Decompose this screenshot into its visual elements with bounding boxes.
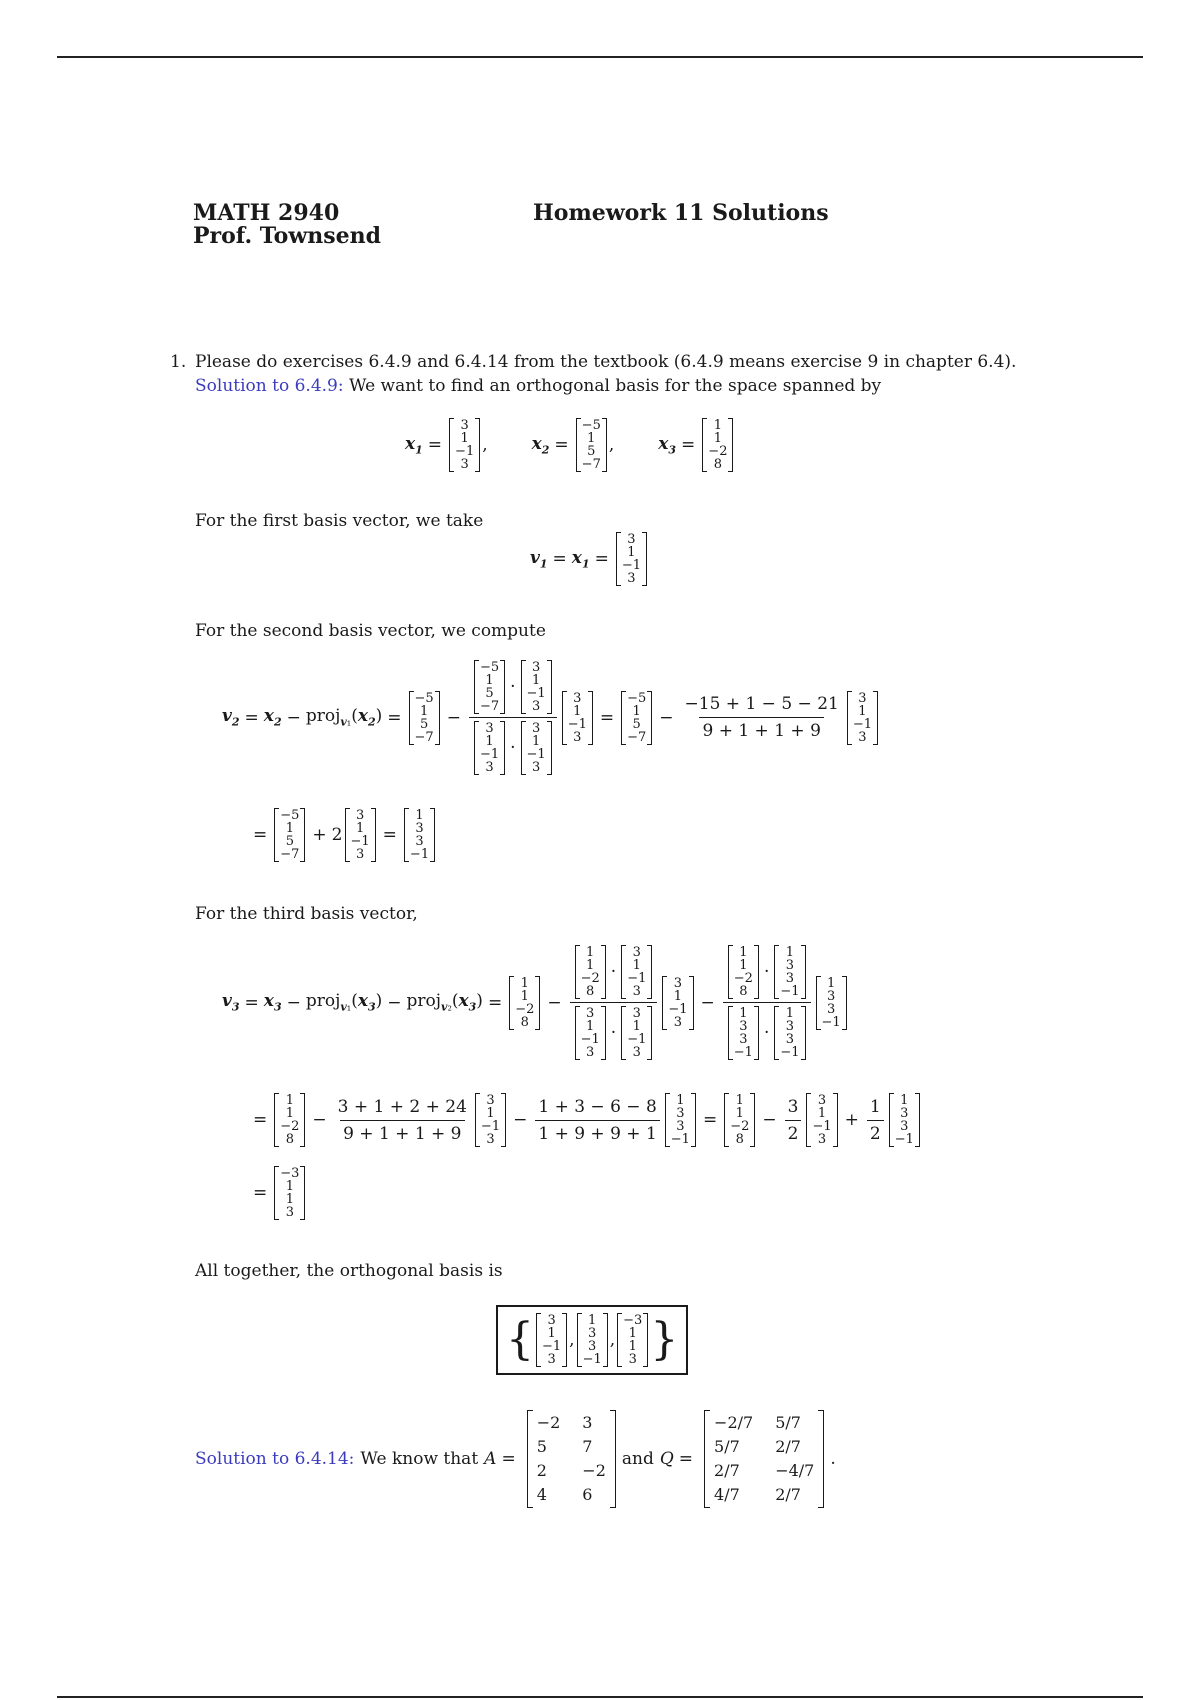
solution-6-4-14-link[interactable]: Solution to 6.4.14:	[195, 1449, 355, 1469]
matrix-Q: −2/7 5/7 5/7 2/7 2/7 −4/7 4/7 2/7	[704, 1410, 824, 1508]
equation-v3-line3: = −3 1 1 3	[248, 1166, 307, 1220]
equation-v3-line2: = 1 1 −2 8 − $\frac{3 + 1 + 2 + 24}{9 + 1 + 1 + 9}$ 3 1 −1 3 − $\frac{1 + 3 - 6 - 8}{1 + 9 + 9 + 1}$ 1 3 3 −1 = 1 1 −2 8 − $\frac{3}{2}$ 3 1 −1 3 + $\frac{1}{2}$ 1 3 3 −1	[248, 1093, 922, 1147]
equation-v2-line1: $v_2$ = $x_2$ − $proj_{v_1}(x_2)$ = −5 1 5 −7 − −5 1 5 −7 · 3 1 −1 3 3 1 −1 3 · 3 1 −1 3 3 1 −1 3 = −5 1 5 −7 − $\frac{-15 + 1 - 5 - 21}{9 + 1 + 1 + 9}$ 3 1 −1 3	[222, 660, 880, 775]
problem-statement: Please do exercises 6.4.9 and 6.4.14 from the textbook (6.4.9 means exercise 9 in chapter 6.4).	[195, 352, 1017, 372]
half-fraction-b: $\frac{1}{2}$	[867, 1097, 884, 1144]
bottom-rule	[57, 1696, 1143, 1698]
symbol-x1: $x_1$	[405, 433, 423, 457]
equation-v3-line1: $v_3$ = $x_3$ − $proj_{v_1}(x_3)$ − $proj_{v_2}(x_3)$ = 1 1 −2 8 − 1 1 −2 8 · 3 1 −1 3 3 1 −1 3 · 3 1 −1 3 3 1 −1 3 − 1 1 −2 8 · 1 3 3 −1 1 3 3 −1 · 1 3 3 −1 1 3 3 −1	[222, 945, 849, 1060]
first-basis-text: For the first basis vector, we take	[195, 511, 484, 531]
orthogonal-basis-box: { 3 1 −1 3 , 1 3 3 −1 , −3 1 1 3 }	[496, 1305, 688, 1375]
projection-fraction-v2: −5 1 5 −7 · 3 1 −1 3 3 1 −1 3 · 3 1 −1 3	[469, 660, 557, 775]
projection-fraction-v3-a: 1 1 −2 8 · 3 1 −1 3 3 1 −1 3 · 3 1 −1 3	[570, 945, 658, 1060]
numeric-fraction-v3-b: $\frac{1 + 3 - 6 - 8}{1 + 9 + 9 + 1}$	[535, 1097, 659, 1144]
solution-6-4-9-link[interactable]: Solution to 6.4.9:	[195, 376, 344, 396]
sol1-intro-text: We want to find an orthogonal basis for the space spanned by	[348, 376, 882, 396]
solution-6-4-9-intro	[195, 375, 881, 397]
top-rule	[57, 56, 1143, 58]
vector-v3-result: −3 1 1 3	[274, 1166, 305, 1220]
symbol-x2: $x_2$	[531, 433, 550, 457]
projection-fraction-v3-b: 1 1 −2 8 · 1 3 3 −1 1 3 3 −1 · 1 3 3 −1	[723, 945, 811, 1060]
together-text: All together, the orthogonal basis is	[195, 1261, 503, 1281]
half-fraction-a: $\frac{3}{2}$	[785, 1097, 802, 1144]
page-title: Homework 11 Solutions	[533, 200, 829, 226]
vector-x1: 3 1 −1 3	[449, 418, 480, 472]
vector-x2: −5 1 5 −7	[576, 418, 607, 472]
vector-v2-result: 1 3 3 −1	[404, 808, 435, 862]
symbol-x3: $x_3$	[658, 433, 677, 457]
equation-x-vectors: $x_1$ = 3 1 −1 3 , $x_2$ = −5 1 5 −7 , $x_3$ = 1 1 −2 8	[405, 418, 735, 472]
second-basis-text: For the second basis vector, we compute	[195, 621, 546, 641]
numeric-fraction-v2: $\frac{-15 + 1 - 5 - 21}{9 + 1 + 1 + 9}$	[684, 694, 839, 741]
numeric-fraction-v3-a: $\frac{3 + 1 + 2 + 24}{9 + 1 + 1 + 9}$	[337, 1096, 467, 1144]
matrix-A: −2 3 5 7 2 −2 4 6	[527, 1410, 616, 1508]
vector-x3: 1 1 −2 8	[702, 418, 733, 472]
problem-number: 1.	[170, 352, 187, 372]
third-basis-text: For the third basis vector,	[195, 904, 418, 924]
equation-v2-line2: = −5 1 5 −7 + 2 3 1 −1 3 = 1 3 3 −1	[248, 808, 437, 862]
vector-v1: 3 1 −1 3	[616, 532, 647, 586]
equation-v1: $v_1$ = $x_1$ = 3 1 −1 3	[530, 532, 649, 586]
course-code: MATH 2940	[193, 200, 340, 226]
solution-6-4-14: Solution to 6.4.14: We know that A = −2 3 5 7 2 −2 4 6 and Q = −2/7 5/7 5/7 2/7 2/7 −4/7 4/7 2/7 .	[195, 1410, 836, 1508]
professor-name: Prof. Townsend	[193, 223, 382, 249]
